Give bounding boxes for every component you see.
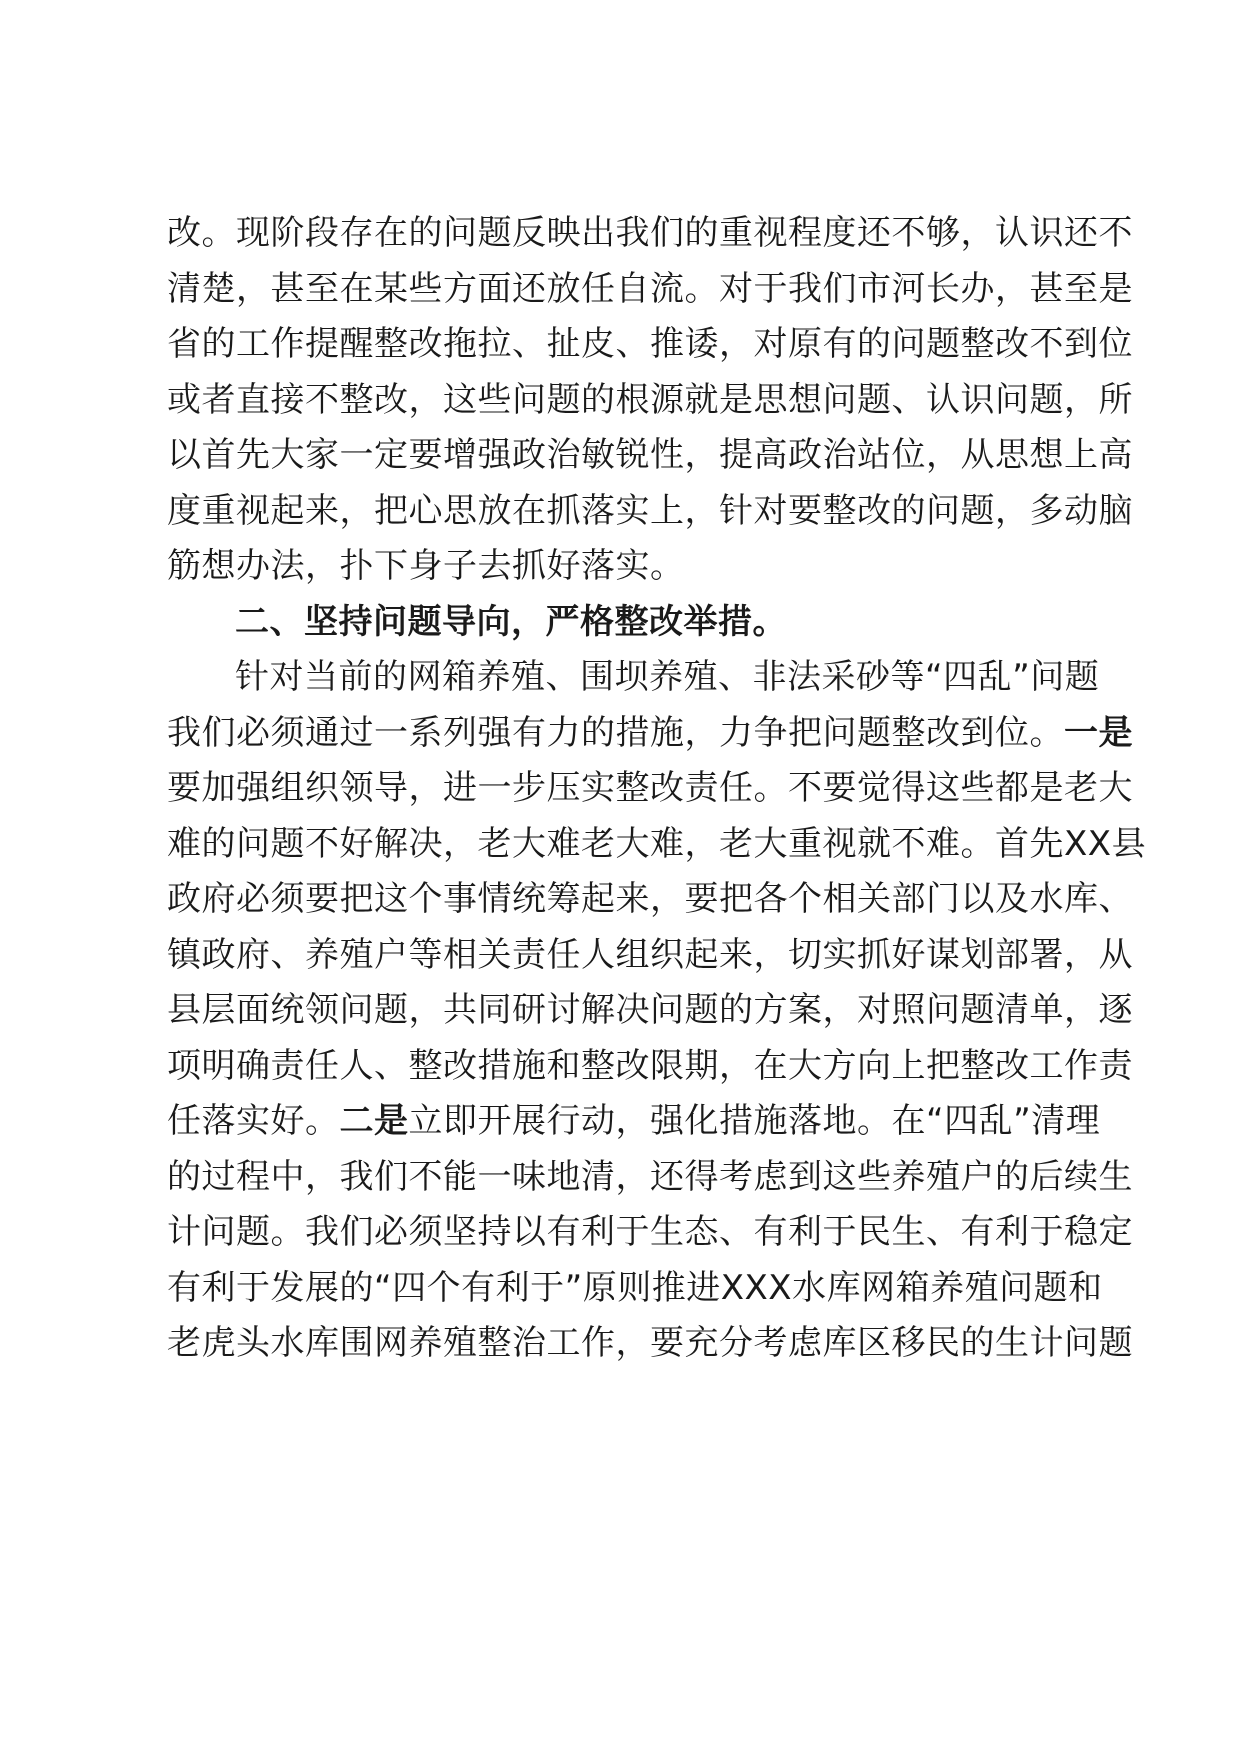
text-line: 难的问题不好解决，老大难老大难，老大重视就不难。首先XX县: [167, 824, 1147, 864]
text-run: 任落实好。: [167, 1101, 340, 1141]
text-line: 项明确责任人、整改措施和整改限期，在大方向上把整改工作责: [167, 1046, 1133, 1086]
emphasis-run: 一是: [1064, 713, 1133, 753]
section-heading: 二、坚持问题导向，严格整改举措。: [235, 602, 787, 642]
text-line: 的过程中，我们不能一味地清，还得考虑到这些养殖户的后续生: [167, 1157, 1133, 1197]
text-run: 立即开展行动，强化措施落地。在“四乱”清理: [408, 1101, 1101, 1141]
text-line: 计问题。我们必须坚持以有利于生态、有利于民生、有利于稳定: [167, 1212, 1133, 1252]
text-line: 县层面统领问题，共同研讨解决问题的方案，对照问题清单，逐: [167, 990, 1133, 1030]
text-line: 老虎头水库围网养殖整治工作，要充分考虑库区移民的生计问题: [167, 1323, 1133, 1363]
text-run: 我们必须通过一系列强有力的措施，力争把问题整改到位。: [167, 713, 1064, 753]
text-line: 筋想办法，扑下身子去抓好落实。: [167, 546, 685, 586]
text-line: 或者直接不整改，这些问题的根源就是思想问题、认识问题，所: [167, 380, 1133, 420]
text-line: 镇政府、养殖户等相关责任人组织起来，切实抓好谋划部署，从: [167, 935, 1133, 975]
text-line: 省的工作提醒整改拖拉、扯皮、推诿，对原有的问题整改不到位: [167, 324, 1133, 364]
text-line: 有利于发展的“四个有利于”原则推进XXX水库网箱养殖问题和: [167, 1268, 1103, 1308]
text-line: 针对当前的网箱养殖、围坝养殖、非法采砂等“四乱”问题: [235, 657, 1100, 697]
emphasis-run: 二是: [339, 1101, 409, 1141]
text-line: 清楚，甚至在某些方面还放任自流。对于我们市河长办，甚至是: [167, 269, 1133, 309]
text-line: [167, 708, 1133, 758]
text-line: 要加强组织领导，进一步压实整改责任。不要觉得这些都是老大: [167, 768, 1133, 808]
text-line: 改。现阶段存在的问题反映出我们的重视程度还不够，认识还不: [167, 213, 1133, 253]
text-line: 政府必须要把这个事情统筹起来，要把各个相关部门以及水库、: [167, 879, 1133, 919]
text-line: 以首先大家一定要增强政治敏锐性，提高政治站位，从思想上高: [167, 435, 1133, 475]
text-line: 度重视起来，把心思放在抓落实上，针对要整改的问题，多动脑: [167, 491, 1133, 531]
text-line: [167, 1096, 1100, 1146]
